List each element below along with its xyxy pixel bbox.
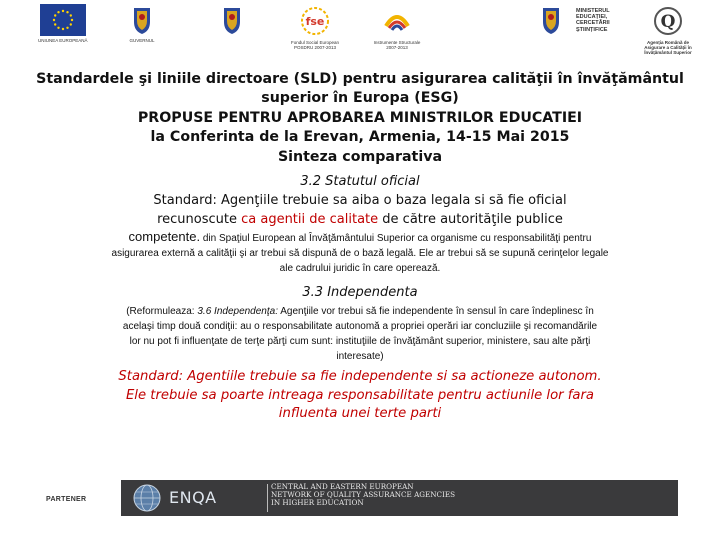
std-red-text: ca agentii de calitate [241,212,379,228]
footer [0,478,720,518]
guvernul-caption: GUVERNUL [129,38,155,43]
mecs-logo [576,6,616,33]
main-content [0,70,720,424]
fse-logo [284,4,346,50]
std-text-2: de către autorităţile publice [378,212,563,228]
section-3-3-title: 3.3 Independenta [302,285,418,301]
heading-line-2: superior în Europa (ESG) [261,90,459,107]
is-caption: Instrumente Structurale 2007-2013 [373,40,421,50]
guvernul-logo [122,4,162,43]
coat-of-arms-icon [220,4,244,36]
reform-italic: 3.6 Independenţa: [197,306,278,318]
eu-flag-icon [40,4,86,36]
ceenqa-text [271,483,455,508]
ceenqa-line-3: IN HIGHER EDUCATION [271,498,364,508]
heading-line-1: Standardele şi liniile directoare (SLD) pentru asigurarea calităţii în învăţământul [36,71,684,87]
fse-caption: Fondul Social European POSDRU 2007-2013 [290,40,340,50]
section-3-3-reform [120,304,600,364]
eu-caption: UNIUNEA EUROPEANĂ [38,38,88,43]
section-3-3-standard: Standard: Agentiile trebuie sa fie independente si sa actioneze autonom. Ele trebuie sa poarte intreaga responsabilitate pentru actiunile lor fara influenta unei terte parti [118,369,602,422]
reform-prefix: (Reformuleaza: [126,306,198,318]
fse-icon [298,4,332,38]
globe-icon [127,482,167,514]
q-icon [651,4,685,38]
eu-logo [38,4,88,43]
coat-of-arms-icon [539,4,563,36]
heading-line-4: la Conferinta de la Erevan, Armenia, 14-15 Mai 2015 [150,129,570,146]
ceenqa-line-1: CENTRAL AND EASTERN EUROPEAN [271,482,414,491]
guvernul-logo-3 [526,4,576,36]
aracis-logo [636,4,700,55]
ceenqa-banner [121,480,678,516]
heading-line-3: PROPUSE PENTRU APROBAREA MINISTRILOR EDUCATIEI [137,109,583,126]
enqa-wordmark: ENQA [169,488,217,507]
competente-word: competente. [128,229,201,245]
instrumente-structurale-logo [366,4,428,50]
coat-of-arms-icon [130,4,154,36]
partner-label: PARTENER [46,496,87,503]
page-heading [0,70,720,167]
section-3-2-title: 3.2 Statutul oficial [300,174,420,190]
q-mark: Q [660,12,676,32]
aracis-caption: Agenția Română de Asigurare a Calității în Învățământul Superior [644,40,692,55]
reform-text: Agenţiile vor trebui să fie independente în sensul în care îndeplinesc în acelaşi timp două condiţii: au o responsabilitate autonomă a propriei operări iar concluziile şi recomandările lor nu pot fi influenţate de terţe părţi cum sunt: instituţiile de învăţământ superior, ministere, sau alte părţi interesate) [122,306,598,363]
desc-lead: din Spaţiul European al Învăţământului Superior ca organisme cu [200,233,491,245]
logo-strip [0,0,720,66]
fse-mark: fse [305,15,325,28]
ceenqa-line-2: NETWORK OF QUALITY ASSURANCE AGENCIES [271,490,456,500]
guvernul-logo-2 [212,4,252,36]
section-3-2-standard [125,191,595,229]
mecs-caption: MINISTERUL EDUCAȚIEI, CERCETĂRII ȘTIINȚIFICE [576,8,610,33]
section-3-2-description [110,229,610,276]
banner-separator [267,484,268,512]
heading-line-5: Sinteza comparativa [277,148,443,165]
structural-funds-icon [380,4,414,38]
desc-rest: responsabilităţi pentru asigurarea externă a calităţii şi ar trebui să dispună de o bază legală. Ele ar trebui să se supună cerinţelor legale ale cadrului juridic în care operează. [111,233,609,275]
std-text-1: Standard: Agenţiile trebuie sa aiba o baza legala si să fie oficial recunoscute [153,193,567,228]
